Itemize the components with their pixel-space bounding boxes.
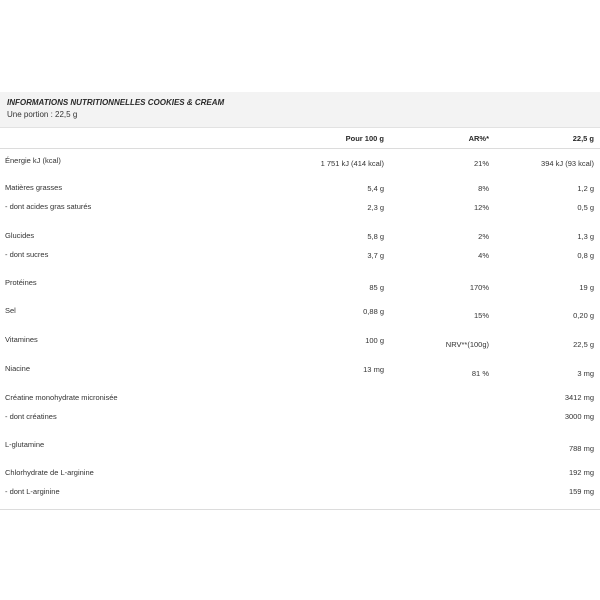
row-label: Glucides bbox=[5, 231, 35, 240]
row-label: - dont sucres bbox=[5, 250, 49, 259]
row-serving: 1,2 g bbox=[577, 184, 594, 193]
row-ar: 12% bbox=[473, 203, 489, 212]
row-serving: 0,8 g bbox=[577, 251, 594, 260]
row-serving: 0,20 g bbox=[573, 311, 594, 320]
row-label: Niacine bbox=[5, 364, 31, 373]
row-per100: 5,4 g bbox=[367, 184, 384, 193]
row-label: - dont acides gras saturés bbox=[5, 202, 92, 211]
row-per100: 13 mg bbox=[363, 365, 384, 374]
row-ar: 15% bbox=[473, 311, 489, 320]
table-title: INFORMATIONS NUTRITIONNELLES COOKIES & CREAM bbox=[7, 98, 225, 107]
row-label: L-glutamine bbox=[5, 440, 45, 449]
row-label: Sel bbox=[5, 306, 16, 315]
row-label: - dont créatines bbox=[5, 412, 57, 421]
table-header-band bbox=[0, 92, 600, 128]
row-ar: 4% bbox=[478, 251, 489, 260]
row-ar: 8% bbox=[478, 184, 489, 193]
row-label: - dont L-arginine bbox=[5, 487, 60, 496]
row-label: Créatine monohydrate micronisée bbox=[5, 393, 118, 402]
row-serving: 22,5 g bbox=[573, 340, 594, 349]
header-divider bbox=[0, 148, 600, 149]
column-header-ar: AR%* bbox=[468, 134, 489, 143]
row-serving: 394 kJ (93 kcal) bbox=[541, 159, 594, 168]
row-serving: 192 mg bbox=[568, 468, 594, 477]
row-label: Vitamines bbox=[5, 335, 38, 344]
row-ar: 170% bbox=[469, 283, 489, 292]
row-serving: 3000 mg bbox=[564, 412, 594, 421]
row-serving: 1,3 g bbox=[577, 232, 594, 241]
row-serving: 0,5 g bbox=[577, 203, 594, 212]
row-ar: NRV**(100g) bbox=[445, 340, 489, 349]
row-ar: 21% bbox=[473, 159, 489, 168]
row-serving: 3412 mg bbox=[564, 393, 594, 402]
row-per100: 2,3 g bbox=[367, 203, 384, 212]
row-per100: 85 g bbox=[369, 283, 384, 292]
row-label: Énergie kJ (kcal) bbox=[5, 156, 61, 165]
row-per100: 3,7 g bbox=[367, 251, 384, 260]
column-header-per-100g: Pour 100 g bbox=[345, 134, 384, 143]
row-per100: 0,88 g bbox=[363, 307, 384, 316]
row-per100: 100 g bbox=[365, 336, 384, 345]
row-per100: 1 751 kJ (414 kcal) bbox=[320, 159, 384, 168]
portion-size: Une portion : 22,5 g bbox=[7, 110, 78, 119]
row-per100: 5,8 g bbox=[367, 232, 384, 241]
row-ar: 81 % bbox=[471, 369, 489, 378]
row-ar: 2% bbox=[478, 232, 489, 241]
row-serving: 159 mg bbox=[568, 487, 594, 496]
row-label: Protéines bbox=[5, 278, 37, 287]
column-header-serving: 22,5 g bbox=[572, 134, 594, 143]
row-label: Matières grasses bbox=[5, 183, 63, 192]
row-serving: 788 mg bbox=[568, 444, 594, 453]
row-serving: 3 mg bbox=[577, 369, 594, 378]
row-label: Chlorhydrate de L-arginine bbox=[5, 468, 94, 477]
row-serving: 19 g bbox=[579, 283, 594, 292]
table-bottom-divider bbox=[0, 509, 600, 510]
